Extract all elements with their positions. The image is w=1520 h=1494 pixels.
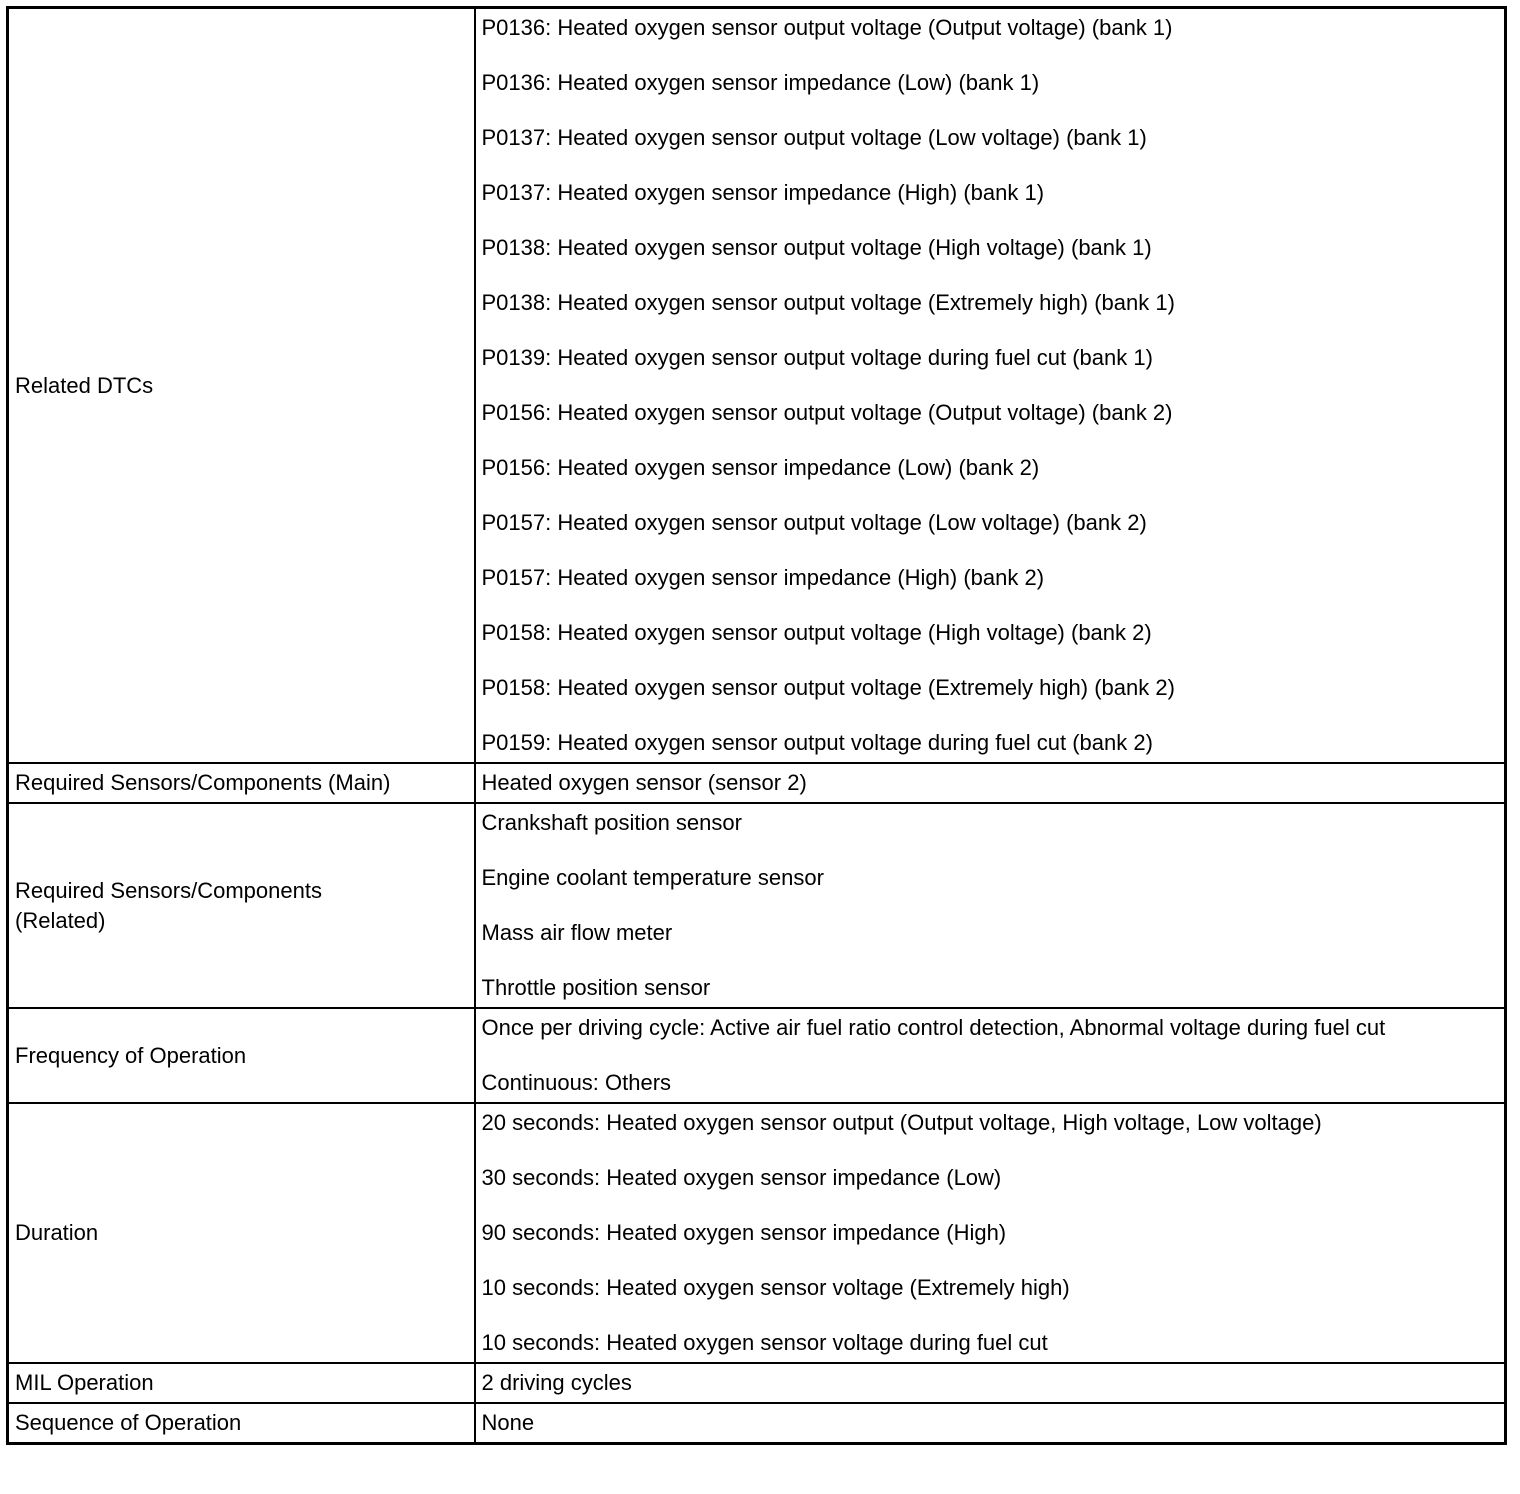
value-line: Continuous: Others — [481, 1070, 672, 1095]
value-line: P0136: Heated oxygen sensor output voltage (Output voltage) (bank 1) — [481, 15, 1173, 40]
value-line: 10 seconds: Heated oxygen sensor voltage (Extremely high) — [481, 1275, 1070, 1300]
table-row — [8, 1008, 1506, 1103]
row-label-cell — [8, 1103, 475, 1363]
value-line: P0138: Heated oxygen sensor output voltage (High voltage) (bank 1) — [481, 235, 1152, 260]
value-line: P0156: Heated oxygen sensor output voltage (Output voltage) (bank 2) — [481, 400, 1173, 425]
row-label-cell — [8, 1008, 475, 1103]
row-label: Related DTCs — [15, 372, 154, 398]
value-line: P0136: Heated oxygen sensor impedance (Low) (bank 1) — [481, 70, 1040, 95]
value-line: 30 seconds: Heated oxygen sensor impedance (Low) — [481, 1165, 1002, 1190]
row-value-cell — [475, 803, 1506, 1008]
value-line: Crankshaft position sensor — [481, 810, 742, 835]
table-row — [8, 1363, 1506, 1403]
row-value-cell — [475, 8, 1506, 764]
spec-table-body — [8, 8, 1506, 1444]
row-label: Required Sensors/Components (Related) — [15, 877, 322, 933]
value-line: 90 seconds: Heated oxygen sensor impedance (High) — [481, 1220, 1007, 1245]
value-line: 10 seconds: Heated oxygen sensor voltage during fuel cut — [481, 1330, 1048, 1355]
value-line: P0137: Heated oxygen sensor impedance (High) (bank 1) — [481, 180, 1045, 205]
row-label-cell — [8, 8, 475, 764]
value-line: Once per driving cycle: Active air fuel ratio control detection, Abnormal voltage during fuel cut — [481, 1015, 1386, 1040]
row-label-cell — [8, 1363, 475, 1403]
row-value-cell — [475, 1403, 1506, 1444]
row-label-cell — [8, 803, 475, 1008]
row-label: Duration — [15, 1220, 99, 1245]
row-label-cell — [8, 763, 475, 803]
row-label: Frequency of Operation — [15, 1042, 247, 1068]
value-line: Heated oxygen sensor (sensor 2) — [481, 770, 807, 795]
table-row — [8, 1403, 1506, 1444]
row-value-cell — [475, 763, 1506, 803]
row-label: Required Sensors/Components (Main) — [15, 770, 391, 795]
value-line: None — [481, 1410, 535, 1435]
value-line: P0156: Heated oxygen sensor impedance (Low) (bank 2) — [481, 455, 1040, 480]
value-line: P0139: Heated oxygen sensor output voltage during fuel cut (bank 1) — [481, 345, 1153, 370]
value-line: P0157: Heated oxygen sensor impedance (High) (bank 2) — [481, 565, 1045, 590]
table-row — [8, 8, 1506, 764]
value-line: Throttle position sensor — [481, 975, 711, 1000]
value-line: P0137: Heated oxygen sensor output voltage (Low voltage) (bank 1) — [481, 125, 1147, 150]
value-line: Engine coolant temperature sensor — [481, 865, 824, 890]
row-value-cell — [475, 1008, 1506, 1103]
value-line: 20 seconds: Heated oxygen sensor output (Output voltage, High voltage, Low voltage) — [481, 1110, 1322, 1135]
row-label: MIL Operation — [15, 1370, 154, 1395]
table-row — [8, 803, 1506, 1008]
row-value-cell — [475, 1363, 1506, 1403]
row-value-cell — [475, 1103, 1506, 1363]
table-row — [8, 763, 1506, 803]
value-line: P0158: Heated oxygen sensor output voltage (High voltage) (bank 2) — [481, 620, 1152, 645]
table-row — [8, 1103, 1506, 1363]
value-line: 2 driving cycles — [481, 1370, 632, 1395]
value-line: P0138: Heated oxygen sensor output voltage (Extremely high) (bank 1) — [481, 290, 1175, 315]
value-line: P0157: Heated oxygen sensor output voltage (Low voltage) (bank 2) — [481, 510, 1147, 535]
value-line: Mass air flow meter — [481, 920, 673, 945]
row-label: Sequence of Operation — [15, 1410, 242, 1435]
value-line: P0158: Heated oxygen sensor output voltage (Extremely high) (bank 2) — [481, 675, 1175, 700]
value-line: P0159: Heated oxygen sensor output voltage during fuel cut (bank 2) — [481, 730, 1153, 755]
spec-table — [6, 6, 1507, 1445]
row-label-cell — [8, 1403, 475, 1444]
